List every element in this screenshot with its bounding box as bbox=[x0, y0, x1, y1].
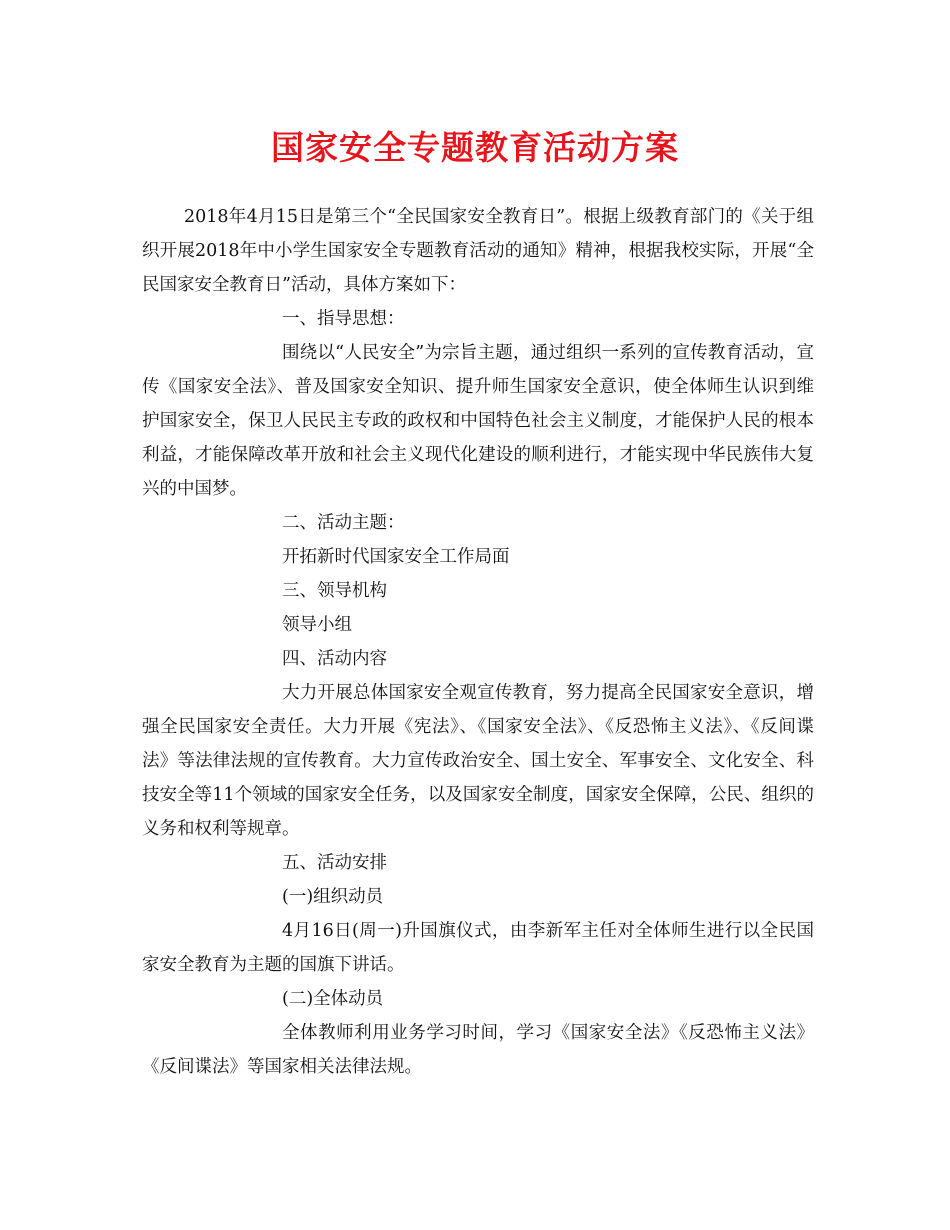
mobilization-paragraph: 4月16日(周一)升国旗仪式，由李新军主任对全体师生进行以全民国家安全教育为主题的国旗下讲话。 bbox=[142, 921, 814, 975]
guiding-ideology-paragraph: 围绕以“人民安全”为宗旨主题，通过组织一系列的宣传教育活动，宣传《国家安全法》、普及国家安全知识、提升师生国家安全意识，使全体师生认识到维护国家安全，保卫人民民主专政的政权和中国特色社会主义制度，才能保护人民的根本利益，才能保障改革开放和社会主义现代化建设的顺利进行，才能实现中华民族伟大复兴的中国梦。 bbox=[142, 343, 814, 499]
section-heading-guiding-ideology: 一、指导思想： bbox=[282, 309, 405, 329]
section-heading-activity-theme: 二、活动主题： bbox=[282, 513, 405, 533]
subsection-heading-all-staff: (二)全体动员 bbox=[282, 989, 384, 1009]
section-heading-activity-content: 四、活动内容 bbox=[282, 649, 387, 669]
activity-theme-text: 开拓新时代国家安全工作局面 bbox=[282, 547, 510, 567]
document-title: 国家安全专题教育活动方案 bbox=[271, 128, 679, 167]
subsection-heading-mobilization: (一)组织动员 bbox=[282, 887, 384, 907]
intro-paragraph: 2018年4月15日是第三个“全民国家安全教育日”。根据上级教育部门的《关于组织开展2018年中小学生国家安全专题教育活动的通知》精神，根据我校实际，开展“全民国家安全教育日”活动，具体方案如下： bbox=[142, 207, 814, 295]
leadership-text: 领导小组 bbox=[282, 615, 352, 635]
section-heading-arrangement: 五、活动安排 bbox=[282, 853, 387, 873]
section-heading-leadership: 三、领导机构 bbox=[282, 581, 387, 601]
document-body bbox=[142, 200, 814, 1084]
all-staff-paragraph: 全体教师利用业务学习时间，学习《国家安全法》《反恐怖主义法》《反间谍法》等国家相关法律法规。 bbox=[142, 1023, 814, 1077]
activity-content-paragraph: 大力开展总体国家安全观宣传教育，努力提高全民国家安全意识，增强全民国家安全责任。大力开展《宪法》、《国家安全法》、《反恐怖主义法》、《反间谍法》等法律法规的宣传教育。大力宣传政治安全、国土安全、军事安全、文化安全、科技安全等11个领域的国家安全任务，以及国家安全制度，国家安全保障，公民、组织的义务和权利等规章。 bbox=[142, 683, 814, 839]
